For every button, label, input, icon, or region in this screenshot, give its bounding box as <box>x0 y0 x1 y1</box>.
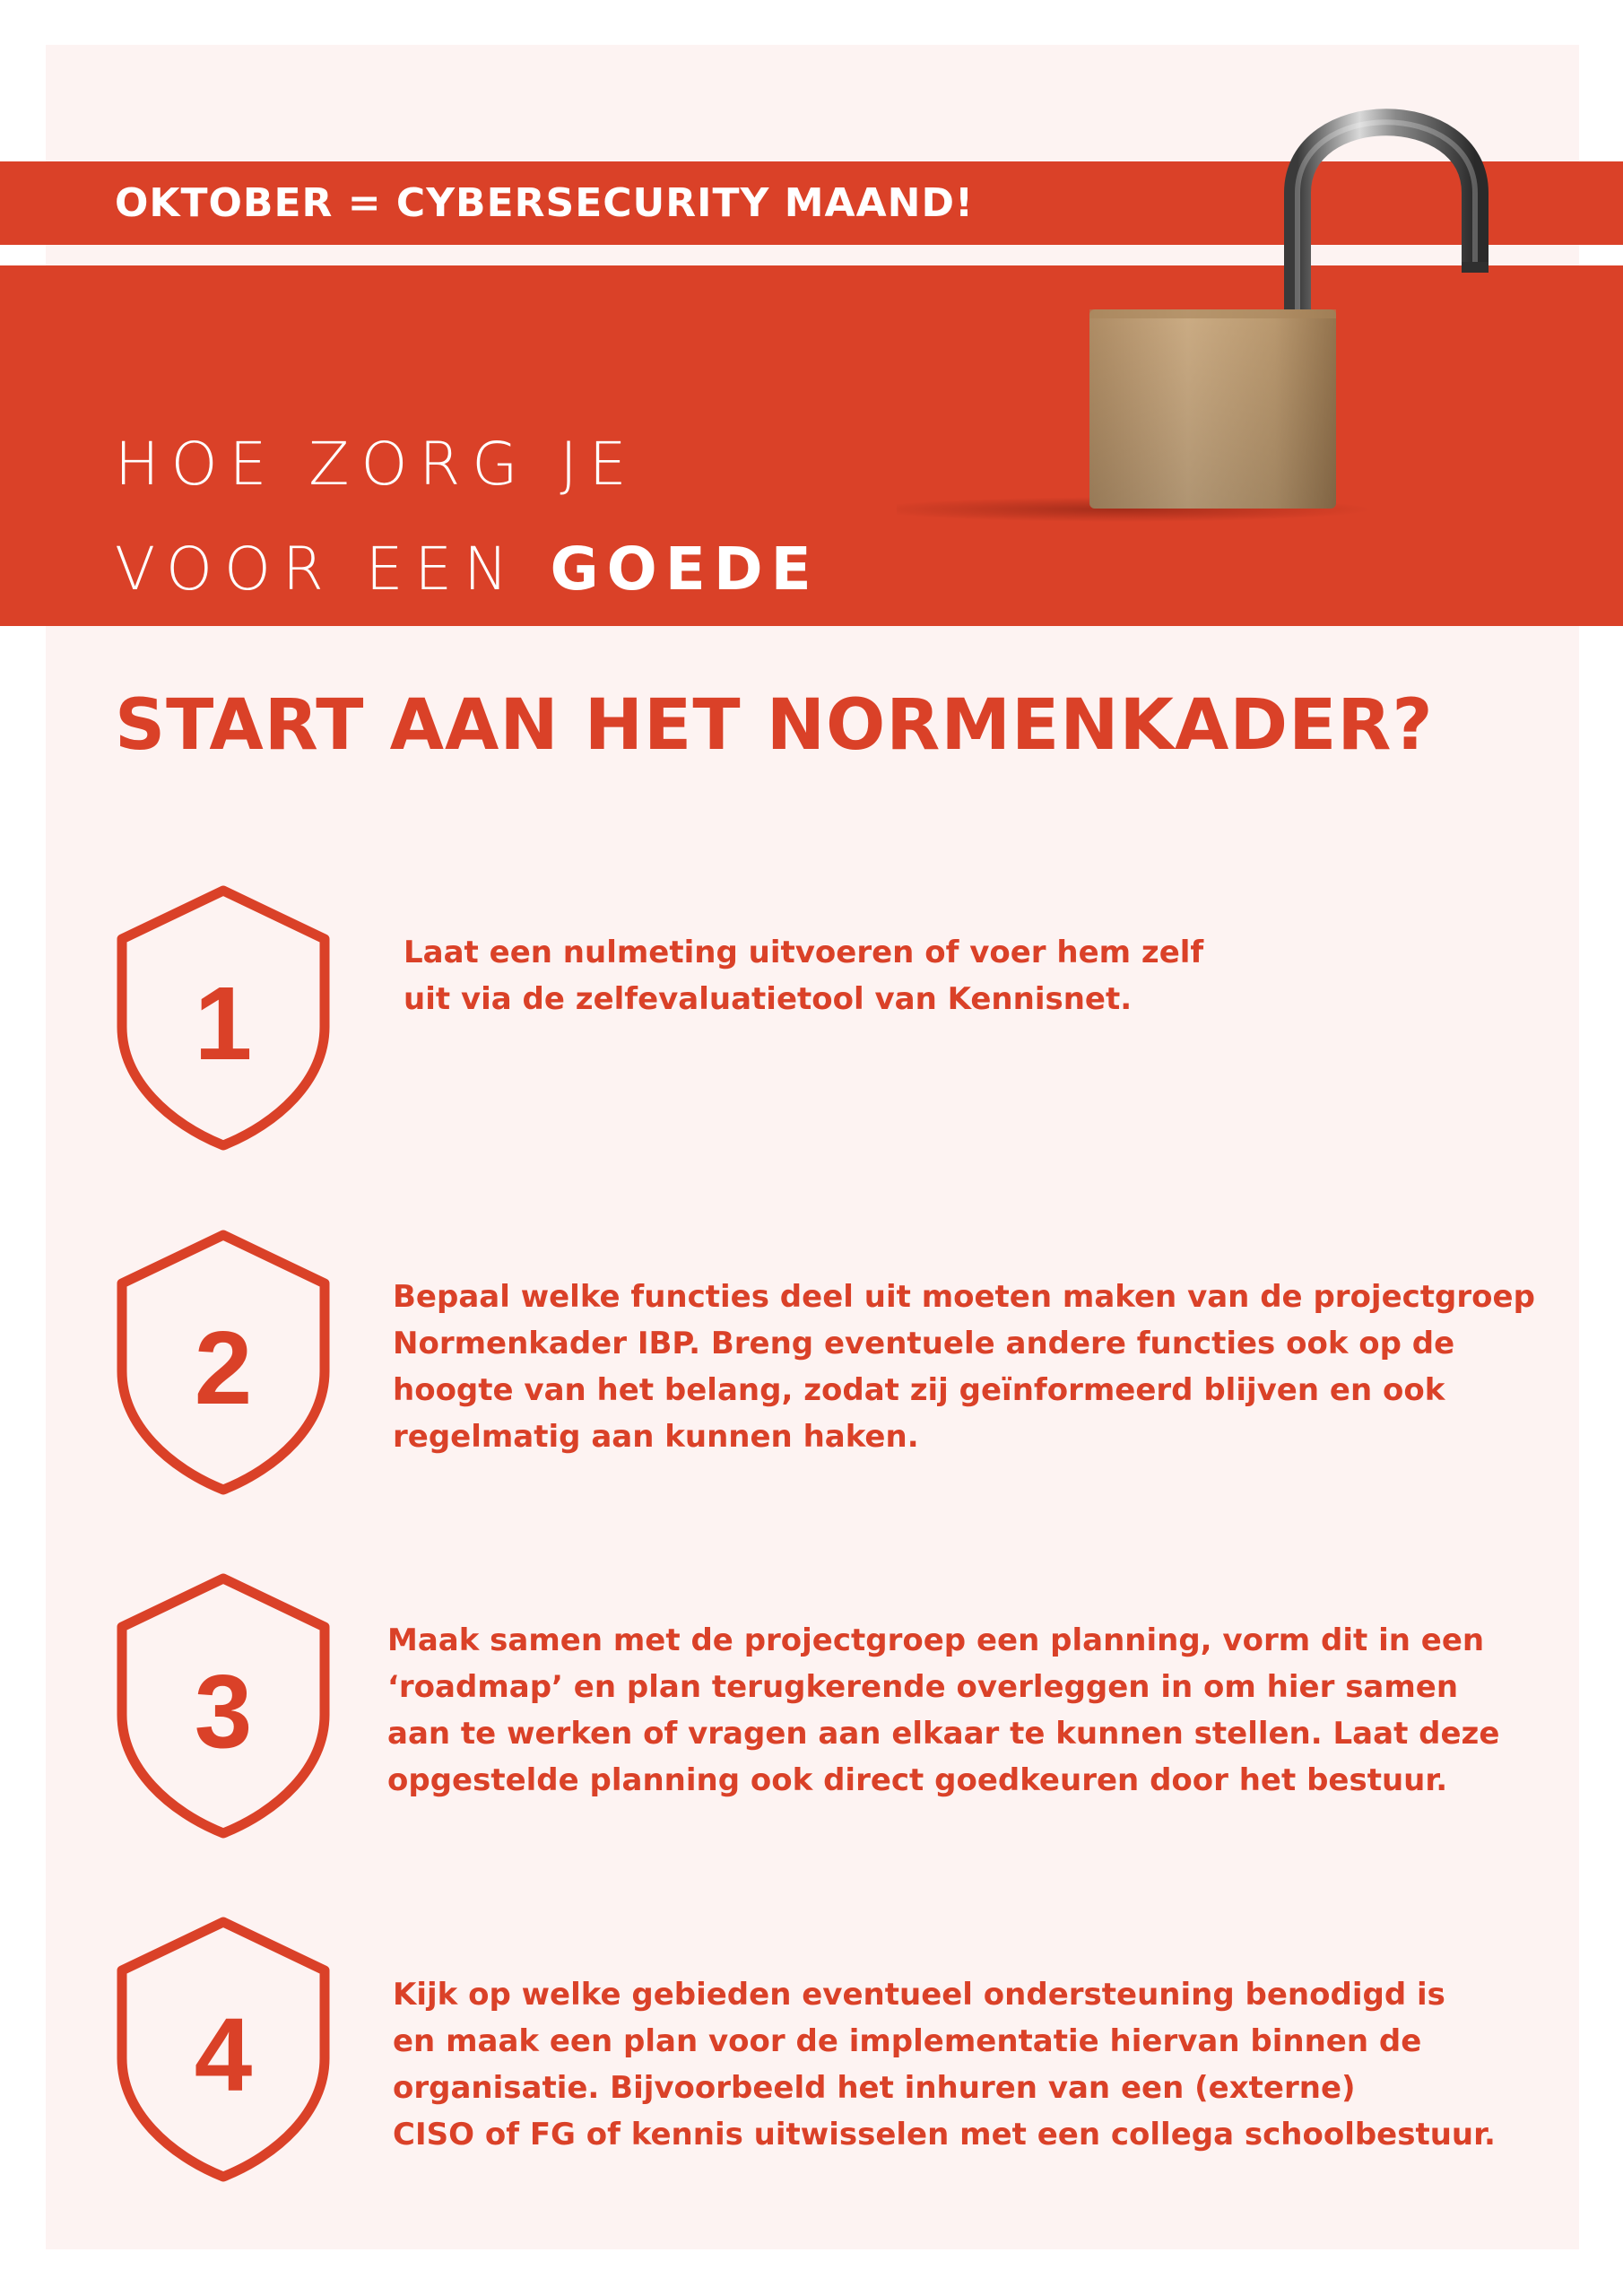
shield-icon <box>111 1228 335 1497</box>
step-text-3 <box>387 1617 1499 1804</box>
step-text-1 <box>404 929 1203 1022</box>
headline-line-1: HOE ZORG JE <box>115 430 638 499</box>
step-text-2 <box>393 1274 1535 1460</box>
headline-line-2-bold: GOEDE <box>550 535 820 604</box>
subtitle: START AAN HET NORMENKADER? <box>115 685 1434 766</box>
step-line: organisatie. Bijvoorbeeld het inhuren van een (externe) <box>393 2070 1356 2106</box>
step-number: 1 <box>194 965 253 1082</box>
step-line: ‘roadmap’ en plan terugkerende overleggen in om hier samen <box>387 1669 1459 1705</box>
padlock-image <box>897 63 1524 529</box>
step-number: 4 <box>194 1996 253 2113</box>
step-line: Bepaal welke functies deel uit moeten maken van de projectgroep <box>393 1279 1535 1315</box>
step-line: Maak samen met de projectgroep een planning, vorm dit in een <box>387 1622 1485 1658</box>
step-number: 2 <box>194 1309 253 1426</box>
step-line: Normenkader IBP. Breng eventuele andere functies ook op de <box>393 1326 1455 1361</box>
shield-icon <box>111 1915 335 2184</box>
step-line: aan te werken of vragen aan elkaar te kunnen stellen. Laat deze <box>387 1716 1500 1752</box>
step-number: 3 <box>194 1653 253 1770</box>
step-line: uit via de zelfevaluatietool van Kennisnet. <box>404 981 1133 1017</box>
step-line: CISO of FG of kennis uitwisselen met een collega schoolbestuur. <box>393 2117 1496 2152</box>
headline-line-2 <box>115 535 820 604</box>
step-line: opgestelde planning ook direct goedkeuren door het bestuur. <box>387 1762 1448 1798</box>
step-line: Kijk op welke gebieden eventueel ondersteuning benodigd is <box>393 1977 1445 2013</box>
banner-label: OKTOBER = CYBERSECURITY MAAND! <box>115 180 975 226</box>
step-line: hoogte van het belang, zodat zij geïnformeerd blijven en ook <box>393 1372 1445 1408</box>
shield-icon <box>111 883 335 1152</box>
step-line: en maak een plan voor de implementatie hiervan binnen de <box>393 2023 1422 2059</box>
step-text-4 <box>393 1971 1496 2158</box>
step-line: Laat een nulmeting uitvoeren of voer hem zelf <box>404 935 1204 970</box>
shield-icon <box>111 1571 335 1840</box>
headline-line-2-prefix: VOOR EEN <box>115 535 520 604</box>
step-line: regelmatig aan kunnen haken. <box>393 1419 919 1455</box>
